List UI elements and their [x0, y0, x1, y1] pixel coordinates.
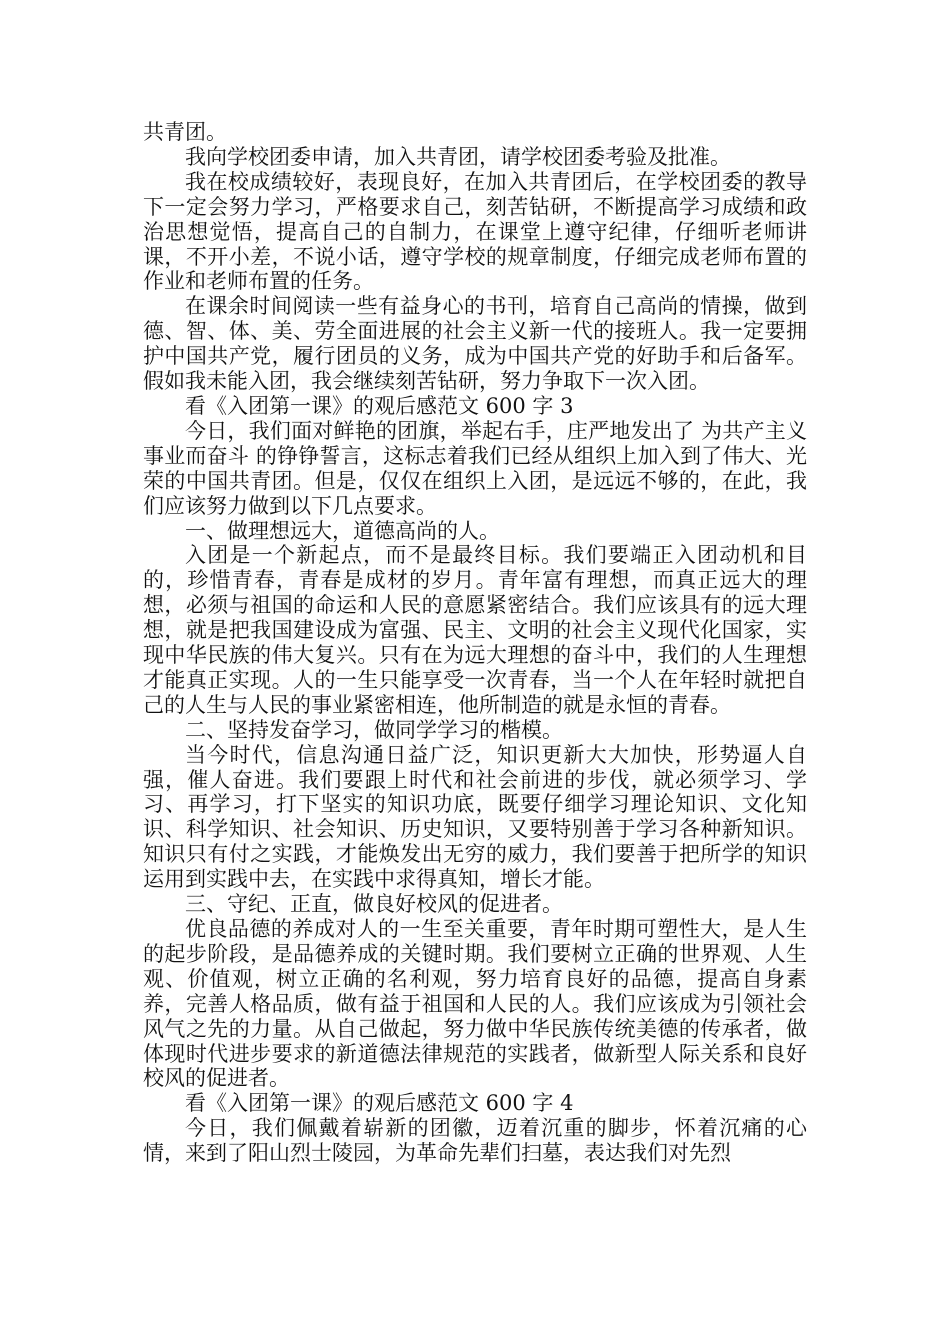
paragraph-continuation: 共青团。 — [143, 120, 227, 144]
paragraph-study-commitment: 我在校成绩较好，表现良好，在加入共青团后，在学校团委的教导下一定会努力学习，严格要求自己，刻苦钻研，不断提高学习成绩和政治思想觉悟，提高自己的自制力，在课堂上遵守纪律，仔细听老师讲课，不开小差，不说小话，遵守学校的规章制度，仔细完成老师布置的作业和老师布置的任务。 — [143, 169, 807, 294]
paragraph-application: 我向学校团委申请，加入共青团，请学校团委考验及批准。 — [185, 144, 731, 169]
paragraph-learning: 当今时代，信息沟通日益广泛，知识更新大大加快，形势逼人自强，催人奋进。我们要跟上时代和社会前进的步伐，就必须学习、学习、再学习，打下坚实的知识功底，既要仔细学习理论知识、文化知识、科学知识、社会知识、历史知识，又要特别善于学习各种新知识。知识只有付之实践，才能焕发出无穷的威力，我们要善于把所学的知识运用到实践中去，在实践中求得真知，增长才能。 — [143, 742, 807, 892]
paragraph-spare-time: 在课余时间阅读一些有益身心的书刊，培育自己高尚的情操，做到德、智、体、美、劳全面进展的社会主义新一代的接班人。我一定要拥护中国共产党，履行团员的义务，成为中国共产党的好助手和后备军。假如我未能入团，我会继续刻苦钻研，努力争取下一次入团。 — [143, 294, 807, 394]
paragraph-oath: 今日，我们面对鲜艳的团旗，举起右手，庄严地发出了 为共产主义事业而奋斗 的铮铮誓言，这标志着我们已经从组织上加入到了伟大、光荣的中国共青团。但是，仅仅在组织上入团，是远远不够的，在此，我们应该努力做到以下几点要求。 — [143, 418, 807, 518]
section-heading-4: 看《入团第一课》的观后感范文 600 字 4 — [185, 1091, 574, 1116]
paragraph-cemetery: 今日，我们佩戴着崭新的团徽，迈着沉重的脚步，怀着沉痛的心情，来到了阳山烈士陵园，为革命先辈们扫墓，表达我们对先烈 — [143, 1116, 807, 1166]
document-page — [143, 120, 807, 1166]
paragraph-ideals: 入团是一个新起点，而不是最终目标。我们要端正入团动机和目的，珍惜青春，青春是成材的岁月。青年富有理想，而真正远大的理想，必须与祖国的命运和人民的意愿紧密结合。我们应该具有的远大理想，就是把我国建设成为富强、民主、文明的社会主义现代化国家，实现中华民族的伟大复兴。只有在为远大理想的奋斗中，我们的人生理想才能真正实现。人的一生只能享受一次青春，当一个人在年轻时就把自己的人生与人民的事业紧密相连，他所制造的就是永恒的青春。 — [143, 543, 807, 717]
point-heading-3: 三、守纪、正直，做良好校风的促进者。 — [185, 892, 563, 917]
paragraph-morality: 优良品德的养成对人的一生至关重要，青年时期可塑性大，是人生的起步阶段，是品德养成的关键时期。我们要树立正确的世界观、人生观、价值观，树立正确的名利观，努力培育良好的品德，提高自身素养，完善人格品质，做有益于祖国和人民的人。我们应该成为引领社会风气之先的力量。从自己做起，努力做中华民族传统美德的传承者，做体现时代进步要求的新道德法律规范的实践者，做新型人际关系和良好校风的促进者。 — [143, 917, 807, 1091]
point-heading-1: 一、做理想远大，道德高尚的人。 — [185, 518, 500, 543]
section-heading-3: 看《入团第一课》的观后感范文 600 字 3 — [185, 393, 574, 418]
point-heading-2: 二、坚持发奋学习，做同学学习的楷模。 — [185, 717, 563, 742]
